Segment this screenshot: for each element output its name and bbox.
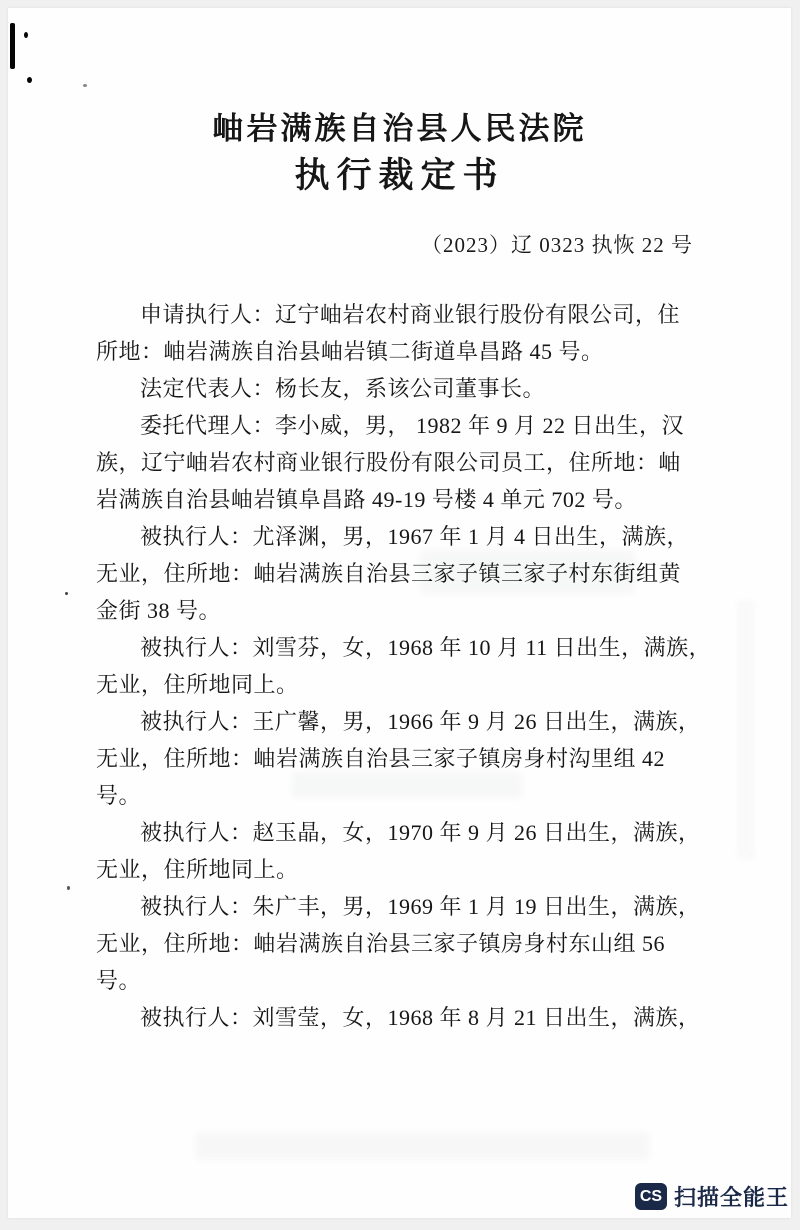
document-line: 被执行人：赵玉晶，女，1970 年 9 月 26 日出生，满族， xyxy=(140,820,701,845)
scan-ink-mark xyxy=(10,23,15,69)
case-number: （2023）辽 0323 执恢 22 号 xyxy=(421,233,693,257)
document-line: 被执行人：王广馨，男，1966 年 9 月 26 日出生，满族， xyxy=(140,709,701,734)
document-type-title: 执行裁定书 xyxy=(294,156,505,195)
document-line: 被执行人：刘雪芬，女，1968 年 10 月 11 日出生，满族， xyxy=(140,635,712,660)
document-line: 申请执行人：辽宁岫岩农村商业银行股份有限公司，住 xyxy=(140,302,681,327)
document-line: 无业，住所地同上。 xyxy=(96,672,299,697)
document-line: 法定代表人：杨长友，系该公司董事长。 xyxy=(140,376,546,401)
scan-ink-dot xyxy=(27,77,32,83)
document-line: 无业，住所地同上。 xyxy=(96,857,299,882)
camscanner-watermark-label: 扫描全能王 xyxy=(673,1185,789,1210)
scan-ink-dot xyxy=(83,84,87,87)
document-line: 无业，住所地：岫岩满族自治县三家子镇三家子村东街组黄 xyxy=(96,561,682,586)
scan-ink-dot xyxy=(24,32,28,38)
camscanner-watermark xyxy=(635,1181,789,1212)
document-line: 岩满族自治县岫岩镇阜昌路 49-19 号楼 4 单元 702 号。 xyxy=(96,487,637,512)
scan-speck xyxy=(65,592,68,595)
bleed-through-smudge xyxy=(737,600,755,860)
document-line: 无业，住所地：岫岩满族自治县三家子镇房身村沟里组 42 xyxy=(96,746,666,771)
document-line: 被执行人：尤泽渊，男，1967 年 1 月 4 日出生，满族， xyxy=(140,524,690,549)
document-line: 委托代理人：李小威，男， 1982 年 9 月 22 日出生，汉 xyxy=(140,413,685,438)
document-line: 无业，住所地：岫岩满族自治县三家子镇房身村东山组 56 xyxy=(96,931,666,956)
camscanner-logo-icon: CS xyxy=(635,1183,667,1210)
document-line: 号。 xyxy=(96,968,142,993)
document-line: 被执行人：朱广丰，男，1969 年 1 月 19 日出生，满族， xyxy=(140,894,701,919)
document-body xyxy=(96,296,721,1036)
document-line: 被执行人：刘雪莹，女，1968 年 8 月 21 日出生，满族， xyxy=(140,1005,701,1030)
document-line: 号。 xyxy=(96,783,142,808)
document-line: 族，辽宁岫岩农村商业银行股份有限公司员工，住所地：岫 xyxy=(96,450,682,475)
court-name-title: 岫岩满族自治县人民法院 xyxy=(212,111,587,146)
bleed-through-smudge xyxy=(195,1132,650,1160)
scan-speck xyxy=(67,886,70,890)
document-line: 金街 38 号。 xyxy=(96,598,222,623)
document-page xyxy=(8,8,791,1218)
document-line: 所地：岫岩满族自治县岫岩镇二街道阜昌路 45 号。 xyxy=(96,339,604,364)
